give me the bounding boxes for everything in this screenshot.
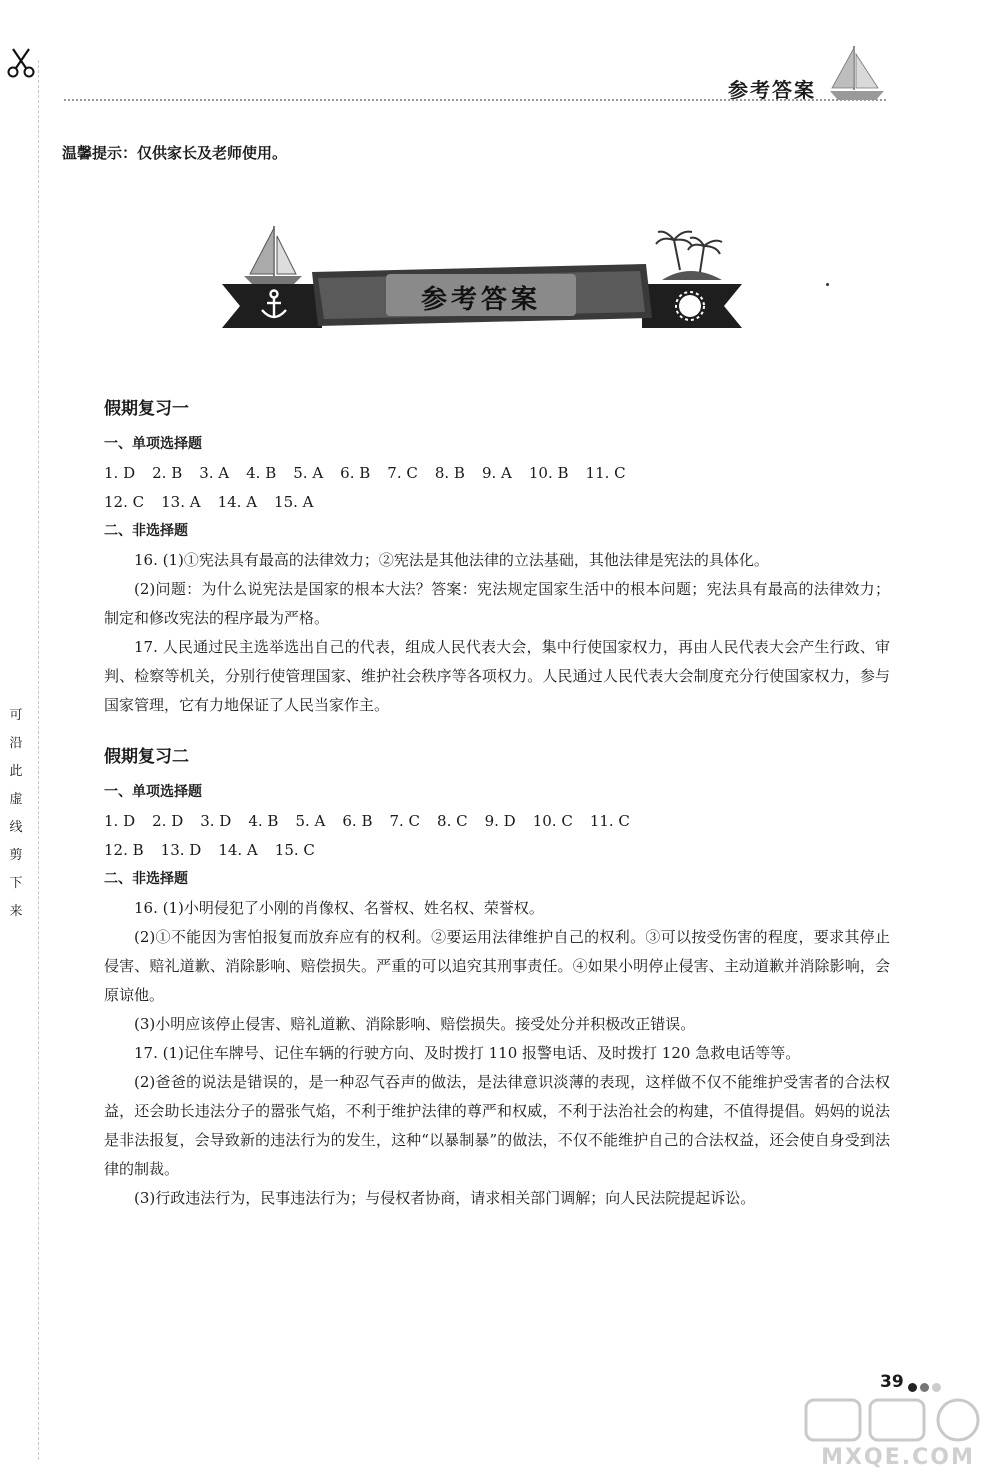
answer-paragraph: 16. (1)①宪法具有最高的法律效力；②宪法是其他法律的立法基础，其他法律是宪法的具体化。 [134,551,769,569]
palm-island-icon [656,232,722,280]
answer-paragraph: (3)小明应该停止侵害、赔礼道歉、消除影响、赔偿损失。接受处分并积极改正错误。 [134,1015,696,1033]
cut-hint [6,702,26,926]
cut-hint-char: 此 [9,764,23,779]
answer-item: 2. D [152,812,184,830]
answer-item: 9. D [484,812,516,830]
cut-hint-char: 可 [9,708,23,723]
answer-item: 15. C [274,841,315,859]
answer-banner [222,222,742,334]
answer-item: 6. B [342,812,373,830]
choice-answers-row [104,807,890,836]
answer-paragraph: (3)行政违法行为，民事违法行为；与侵权者协商，请求相关部门调解；向人民法院提起诉讼。 [134,1189,756,1207]
open-title: 二、非选择题 [104,523,188,539]
cut-hint-char: 沿 [9,736,23,751]
answer-item: 14. A [217,493,258,511]
answer-paragraph: (2)爸爸的说法是错误的，是一种忍气吞声的做法，是法律意识淡薄的表现，这样做不仅不能维护受害者的合法权益，还会助长违法分子的嚣张气焰，不利于维护法律的尊严和权威，不利于法治社会的构建，不值得提倡。妈妈的说法是非法报复，会导致新的违法行为的发生，这种“以暴制暴”的做法，不仅不能维护自己的合法权益，还会使自身受到法律的制裁。 [104,1073,890,1178]
choice-title: 一、单项选择题 [104,436,202,452]
answer-item: 7. C [387,464,418,482]
answer-item: 7. C [389,812,421,830]
stray-dot [826,283,829,286]
answer-item: 12. C [104,493,145,511]
answer-item: 1. D [104,464,136,482]
answer-item: 5. A [293,464,324,482]
answer-paragraph: (2)问题：为什么说宪法是国家的根本大法？答案：宪法规定国家生活中的根本问题；宪法具有最高的法律效力；制定和修改宪法的程序最为严格。 [104,580,890,627]
answer-item: 11. C [585,464,626,482]
answer-paragraph: 17. 人民通过民主选举选出自己的代表，组成人民代表大会，集中行使国家权力，再由人民代表大会产生行政、审判、检察等机关，分别行使管理国家、维护社会秩序等各项权力。人民通过人民代表大会制度充分行使国家权力，参与国家管理，它有力地保证了人民当家作主。 [104,638,890,714]
section-title: 假期复习二 [104,747,189,767]
choice-answers-row [104,459,890,488]
answer-content [104,392,890,1213]
svg-text:MXQE.COM: MXQE.COM [821,1445,975,1470]
answer-paragraph: 17. (1)记住车牌号、记住车辆的行驶方向、及时拨打 110 报警电话、及时拨打 120 急救电话等等。 [134,1044,801,1062]
watermark-logo [800,1396,996,1472]
scissors-icon [4,46,38,80]
cut-hint-char: 来 [9,904,23,919]
answer-item: 3. D [200,812,232,830]
banner-title: 参考答案 [420,285,541,315]
answer-item: 14. A [218,841,258,859]
choice-answers-row [104,488,890,517]
answer-item: 11. C [589,812,630,830]
open-title: 二、非选择题 [104,871,188,887]
answer-item: 4. B [248,812,279,830]
answer-item: 15. A [274,493,314,511]
choice-answers-row [104,836,890,865]
cut-line [38,60,39,1460]
usage-tip: 温馨提示：仅供家长及老师使用。 [62,144,288,162]
answer-item: 12. B [104,841,144,859]
cut-hint-char: 虚 [9,792,23,807]
answer-item: 6. B [340,464,371,482]
answer-item: 13. A [161,493,201,511]
sailboat-icon [244,226,302,284]
answer-item: 9. A [481,464,512,482]
sailboat-icon [826,44,888,104]
page-dots [908,1377,944,1396]
answer-item: 5. A [295,812,326,830]
answer-item: 3. A [199,464,230,482]
cut-hint-char: 剪 [9,848,23,863]
answer-item: 8. C [437,812,468,830]
answer-item: 13. D [160,841,202,859]
answer-item: 1. D [104,812,136,830]
review-section-1 [104,392,890,720]
choice-title: 一、单项选择题 [104,784,202,800]
answer-item: 2. B [152,464,183,482]
answer-item: 10. B [528,464,569,482]
page-number: 39 [880,1372,904,1392]
section-title: 假期复习一 [104,399,189,419]
answer-item: 10. C [532,812,573,830]
cut-hint-char: 下 [9,876,23,891]
header-title: 参考答案 [728,78,816,102]
cut-hint-char: 线 [9,820,23,835]
review-section-2 [104,740,890,1213]
answer-paragraph: 16. (1)小明侵犯了小刚的肖像权、名誉权、姓名权、荣誉权。 [134,899,544,917]
answer-item: 8. B [434,464,465,482]
answer-paragraph: (2)①不能因为害怕报复而放弃应有的权利。②要运用法律维护自己的权利。③可以按受伤害的程度，要求其停止侵害、赔礼道歉、消除影响、赔偿损失。严重的可以追究其刑事责任。④如果小明停止侵害、主动道歉并消除影响，会原谅他。 [104,928,890,1004]
answer-item: 4. B [246,464,277,482]
